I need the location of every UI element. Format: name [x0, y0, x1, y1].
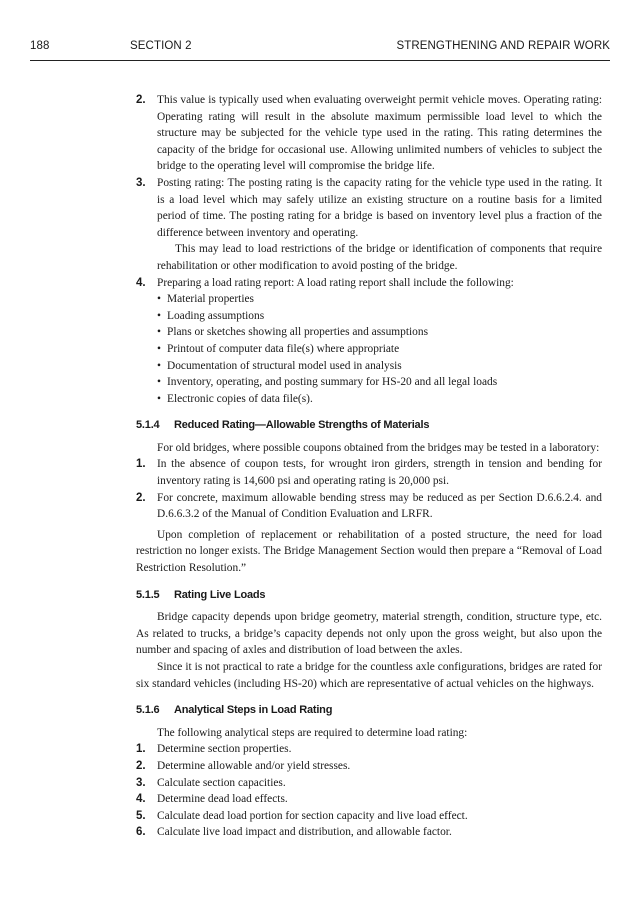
bullet: • [157, 359, 161, 372]
list-item: • Documentation of structural model used in analysis [157, 358, 602, 375]
item-number: 1. [136, 458, 146, 471]
item-text: For concrete, maximum allowable bending stress may be reduced as per Section D.6.6.2.4. and D.6.6.3.2 of the Manual of Condition Evaluation and LRFR. [157, 491, 602, 521]
list-item: • Plans or sketches showing all properties and assumptions [157, 324, 602, 341]
numbered-item [136, 824, 602, 841]
item-number: 4. [136, 276, 146, 289]
list-item: • Electronic copies of data file(s). [157, 391, 602, 408]
report-contents-list [136, 291, 602, 407]
heading-title: Rating Live Loads [174, 588, 266, 601]
item-text: Calculate section capacities. [157, 776, 286, 789]
item-number: 3. [136, 176, 146, 189]
numbered-item [136, 775, 602, 792]
numbered-item [136, 456, 602, 489]
item-text: Calculate live load impact and distribution, and allowable factor. [157, 826, 452, 839]
item-text: Preparing a load rating report: A load rating report shall include the following: [157, 276, 514, 289]
item-text: Determine allowable and/or yield stresses. [157, 759, 351, 772]
section-heading-5-1-4 [136, 417, 602, 434]
paragraph: For old bridges, where possible coupons obtained from the bridges may be tested in a laboratory: [157, 441, 600, 454]
bullet: • [157, 293, 161, 306]
item-number: 2. [136, 759, 146, 772]
section-label: SECTION 2 [130, 40, 192, 52]
item-text: Determine dead load effects. [157, 793, 288, 806]
item-text: Determine section properties. [157, 743, 292, 756]
item-continuation: This may lead to load restrictions of the bridge or identification of components that require rehabilitation or other modification to avoid posting of the bridge. [157, 243, 602, 272]
heading-number: 5.1.6 [136, 704, 160, 717]
paragraph: Upon completion of replacement or rehabilitation of a posted structure, the need for load restriction no longer exists. The Bridge Management Section would then prepare a “Removal of Load Restriction Resolution.” [136, 528, 602, 575]
section-heading-5-1-5 [136, 587, 602, 604]
paragraph: Since it is not practical to rate a bridge for the countless axle configurations, bridges are rated for six standard vehicles (including HS-20) which are representative of actual vehicles on the highways. [136, 661, 602, 690]
item-number: 3. [136, 776, 146, 789]
item-number: 2. [136, 491, 146, 504]
body-content [136, 92, 602, 841]
numbered-item [136, 808, 602, 825]
numbered-item [136, 741, 602, 758]
bullet: • [157, 326, 161, 339]
numbered-item [136, 275, 602, 292]
header-rule [30, 60, 610, 61]
item-number: 6. [136, 826, 146, 839]
section-heading-5-1-6 [136, 702, 602, 719]
heading-number: 5.1.4 [136, 419, 160, 432]
bullet: • [157, 342, 161, 355]
item-text: Posting rating: The posting rating is the capacity rating for the vehicle type used in the rating. It is a load level which may safely utilize an existing structure on a routine basis for a limited period of time. The posting rating for a bridge is based on inventory level plus a fraction of the difference between inventory and operating. [157, 176, 602, 239]
paragraph: Bridge capacity depends upon bridge geometry, material strength, condition, structure type, etc. As related to trucks, a bridge’s capacity depends not only upon the gross weight, but also upon the number and spacing of axles and distribution of load between the axles. [136, 611, 602, 657]
paragraph: The following analytical steps are required to determine load rating: [157, 726, 468, 739]
item-number: 1. [136, 743, 146, 756]
numbered-item [136, 791, 602, 808]
item-number: 2. [136, 94, 146, 106]
list-item: • Printout of computer data file(s) where appropriate [157, 341, 602, 358]
list-item: • Material properties [157, 291, 602, 308]
bullet: • [157, 392, 161, 405]
item-text: In the absence of coupon tests, for wrought iron girders, strength in tension and bending for inventory rating is 14,600 psi and operating rating is 20,000 psi. [157, 458, 602, 488]
numbered-item [136, 758, 602, 775]
running-header [30, 40, 610, 58]
running-title: STRENGTHENING AND REPAIR WORK [396, 40, 610, 52]
list-item: • Loading assumptions [157, 308, 602, 325]
item-text: Calculate dead load portion for section capacity and live load effect. [157, 809, 468, 822]
item-text: This value is typically used when evaluating overweight permit vehicle moves. Operating rating: Operating rating will result in the absolute maximum permissible load level to which the structure may be subjected for the vehicle type used in the rating. This rating determines the capacity of the bridge for occasional use. Allowing unlimited numbers of vehicles to subject the bridge to the operating level will compromise the bridge life. [157, 94, 602, 173]
page-number: 188 [30, 40, 50, 52]
item-number: 4. [136, 793, 146, 806]
item-number: 5. [136, 809, 146, 822]
numbered-item [136, 92, 602, 175]
bullet: • [157, 376, 161, 389]
bullet: • [157, 309, 161, 322]
heading-number: 5.1.5 [136, 588, 160, 601]
list-item: • Inventory, operating, and posting summary for HS-20 and all legal loads [157, 374, 602, 391]
numbered-item [136, 175, 602, 275]
heading-title: Reduced Rating—Allowable Strengths of Materials [174, 419, 430, 432]
heading-title: Analytical Steps in Load Rating [174, 704, 333, 717]
numbered-item [136, 490, 602, 523]
